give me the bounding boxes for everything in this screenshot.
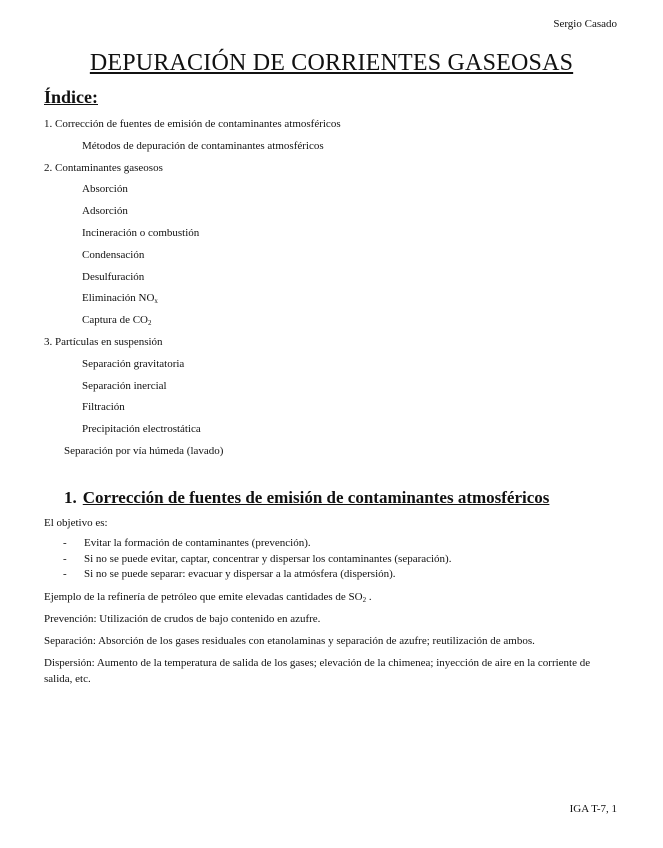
- index-item-text: Filtración: [82, 401, 125, 414]
- section-1-intro: El objetivo es:: [44, 517, 108, 529]
- page-footer: IGA T-7, 1: [569, 803, 617, 815]
- dispersion-paragraph: Dispersión: Aumento de la temperatura de salida de los gases; elevación de la chimenea; inyección de aire en la corriente de salida, etc.: [44, 657, 591, 685]
- index-item: [44, 314, 624, 336]
- index-item-text: Desulfuración: [82, 270, 145, 283]
- index-item-subscript: 2: [147, 319, 152, 328]
- separation-paragraph: Separación: Absorción de los gases residuales con etanolaminas y separación de azufre; reutilización de ambos.: [44, 635, 535, 647]
- example-suffix: .: [366, 591, 372, 603]
- list-item: - Evitar la formación de contaminantes (prevención).: [60, 536, 620, 552]
- index-item-text: Separación por vía húmeda (lavado): [64, 444, 224, 457]
- index-item-text: Captura de CO: [82, 314, 148, 327]
- example-subscript: 2: [362, 596, 367, 604]
- author-name: Sergio Casado: [553, 18, 617, 30]
- index-item: [44, 380, 624, 402]
- prevention-paragraph: Prevención: Utilización de crudos de bajo contenido en azufre.: [44, 613, 321, 625]
- index-item-text: Precipitación electrostática: [82, 423, 201, 436]
- list-item: - Si no se puede evitar, captar, concentrar y dispersar los contaminantes (separación).: [60, 552, 620, 568]
- document-title: DEPURACIÓN DE CORRIENTES GASEOSAS: [89, 50, 574, 76]
- index-item-text: Métodos de depuración de contaminantes atmosféricos: [82, 139, 324, 152]
- list-item: - Si no se puede separar: evacuar y dispersar a la atmósfera (dispersión).: [60, 567, 620, 583]
- example-paragraph: [44, 589, 620, 608]
- index-item-text: Separación gravitatoria: [82, 357, 185, 370]
- index-item-text: Condensación: [82, 248, 145, 261]
- index-item: [44, 292, 624, 314]
- index-item: [44, 183, 624, 205]
- index-item-text: 2. Contaminantes gaseosos: [44, 161, 163, 174]
- section-1-title: Corrección de fuentes de emisión de contaminantes atmosféricos: [82, 488, 550, 507]
- example-text: Ejemplo de la refinería de petróleo que emite elevadas cantidades de SO: [44, 591, 363, 603]
- index-item: [44, 358, 624, 380]
- index-item-subscript: x: [154, 297, 158, 306]
- index-item-text: Eliminación NO: [82, 292, 155, 305]
- index-item: [44, 162, 624, 184]
- index-item: [44, 118, 624, 140]
- index-item-text: 1. Corrección de fuentes de emisión de contaminantes atmosféricos: [44, 118, 341, 130]
- table-of-contents: [44, 118, 624, 467]
- section-1-number: 1.: [64, 488, 77, 507]
- index-item-text: Separación inercial: [82, 379, 167, 392]
- index-item: [44, 140, 624, 162]
- index-item: [44, 423, 624, 445]
- index-item: [44, 336, 624, 358]
- index-item-text: 3. Partículas en suspensión: [44, 335, 163, 348]
- index-item: [44, 445, 624, 467]
- index-item: [44, 227, 624, 249]
- index-item: [44, 401, 624, 423]
- index-item: [44, 205, 624, 227]
- section-1-heading: [64, 488, 549, 508]
- index-heading: Índice:: [44, 87, 98, 107]
- index-item-text: Adsorción: [82, 205, 128, 218]
- objectives-list: [60, 536, 620, 583]
- index-item: [44, 271, 624, 293]
- index-item: [44, 249, 624, 271]
- index-item-text: Incineración o combustión: [82, 226, 200, 239]
- index-item-text: Absorción: [82, 183, 128, 196]
